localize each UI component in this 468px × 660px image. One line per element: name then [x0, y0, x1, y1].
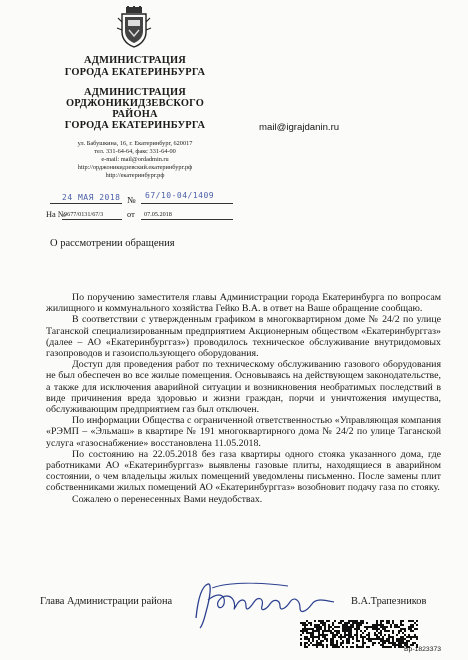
letterhead-email: e-mail: mail@ordadmin.ru	[101, 156, 169, 163]
recipient-email: mail@igrajdanin.ru	[259, 122, 340, 133]
coat-of-arms-icon	[116, 6, 152, 48]
letterhead-title-line1: АДМИНИСТРАЦИЯ	[84, 55, 186, 66]
reference-number-label: На №	[46, 210, 66, 219]
document-id: Вр-1823373	[404, 646, 442, 653]
number-underline	[141, 203, 233, 204]
body-paragraph: По информации Общества с ограниченной ответственностью «Управляющая компания «РЭМП – «Эльмаш» в квартире № 191 многоквартирного дома № 24/2 по улице Таганской услуга «газоснабжение» восстановлена 11.05.2018.	[46, 415, 441, 449]
body-paragraph: Доступ для проведения работ по техническому обслуживанию газового оборудования не был обеспечен во все жилые помещения. Основываясь на действующем законодательстве, а также для исключения аварийной ситуации и возникновения необратимых последствий в виде причинения вреда здоровью и жизни граждан, порчи и уничтожения имущества, обслуживающим предприятием газ был отключен.	[46, 359, 441, 416]
body-paragraph: По поручению заместителя главы Администрации города Екатеринбурга по вопросам жилищного и коммунального хозяйства Гейко В.А. в ответ на Ваше обращение сообщаю.	[46, 292, 441, 315]
registration-number-stamp: 67/10-04/1409	[145, 191, 215, 200]
letterhead-address: ул. Бабушкина, 16, г. Екатеринбург, 620017	[77, 140, 193, 147]
letter-body	[46, 292, 441, 505]
reference-date-value: 07.05.2018	[144, 211, 172, 218]
letterhead-org-line2: ОРДЖОНИКИДЗЕВСКОГО	[66, 98, 204, 109]
reference-number-underline	[62, 219, 122, 220]
letterhead-title-line2: ГОРОДА ЕКАТЕРИНБУРГА	[64, 67, 206, 78]
reference-number-value: 9677/0131/67/3	[64, 211, 104, 218]
letterhead-url-district: http://орджоникидзевский.екатеринбург.рф	[77, 164, 193, 171]
registration-date-stamp: 24 МАЯ 2018	[62, 193, 121, 202]
signatory-role: Глава Администрации района	[40, 596, 173, 607]
reference-date-label: от	[127, 210, 135, 219]
body-paragraph: По состоянию на 22.05.2018 без газа квартиры одного стояка указанного дома, где работниками АО «Екатеринбурггаз» выявлены газовые плиты, находящиеся в аварийном состоянии, о чем владельцы жилых помещений уведомлены письменно. После замены плит собственниками жилых помещений АО «Екатеринбурггаз» возобновит подачу газа по стояку.	[46, 448, 441, 494]
letterhead-org-line4: ГОРОДА ЕКАТЕРИНБУРГА	[64, 120, 206, 131]
letterhead-org-line1: АДМИНИСТРАЦИЯ	[84, 87, 186, 98]
letter-subject: О рассмотрении обращения	[50, 238, 175, 249]
body-paragraph: В соответствии с утвержденным графиком в многоквартирном доме № 24/2 по улице Таганской специализированным предприятием Акционерным обществом «Екатеринбурггаз» (далее – АО «Екатеринбурггаз») проводилось техническое обслуживание внутридомовых газопроводов и газоиспользующего оборудования.	[46, 314, 441, 360]
number-label: №	[127, 195, 136, 205]
reference-date-underline	[141, 219, 233, 220]
letterhead-phones: тел. 331-64-64, факс 331-64-00	[94, 148, 176, 155]
body-paragraph: Сожалею о перенесенных Вами неудобствах.	[72, 493, 263, 505]
letterhead-url-city: http://екатеринбург.рф	[105, 172, 165, 179]
document-barcode	[300, 620, 418, 648]
signatory-name: В.А.Трапезников	[351, 596, 427, 607]
date-underline	[50, 203, 122, 204]
letterhead-org-line3: РАЙОНА	[112, 109, 158, 120]
